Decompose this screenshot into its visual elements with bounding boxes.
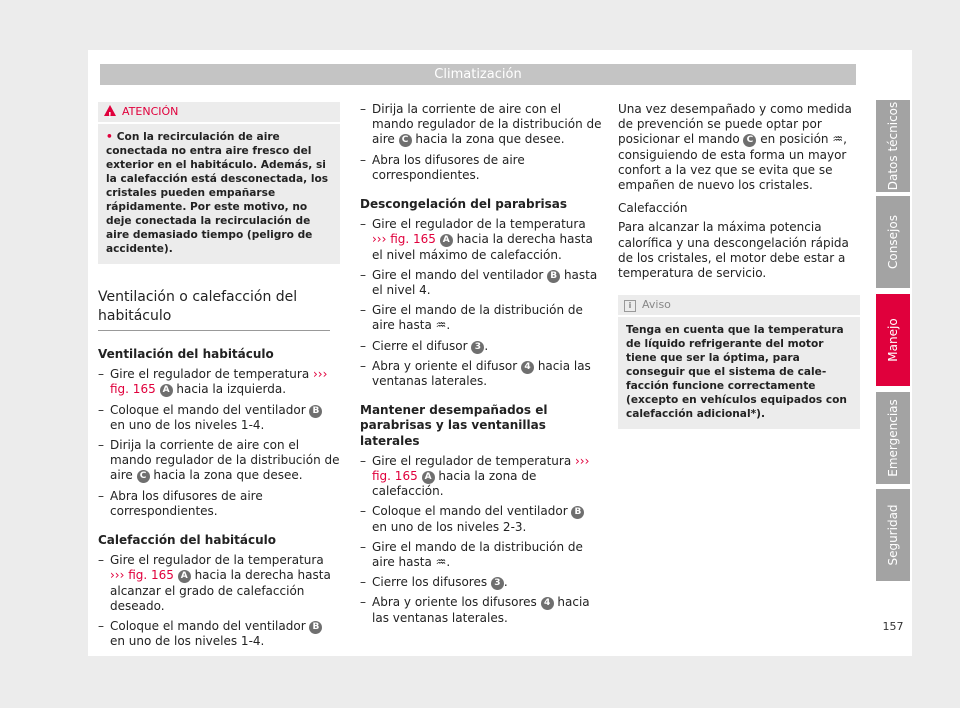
warning-header [98,102,340,124]
step: – Gire el mando del ventilador B hasta el nivel 4. [360,268,602,298]
figure-link[interactable]: ››› fig. 165 [110,367,328,397]
section-title: Ventilación o calefacción del habitáculo [98,288,330,331]
callout-badge: 4 [521,361,534,374]
callout-badge: A [178,570,191,583]
step: – Abra los difusores de aire correspondientes. [98,489,340,519]
callout-badge: 4 [541,597,554,610]
step: – Gire el mando de la distribución de aire hasta ♒. [360,540,602,570]
bullet-icon: • [106,131,113,143]
step: – Abra y oriente el difusor 4 hacia las ventanas laterales. [360,359,602,389]
paragraph: Una vez desempañado y como medida de prevención se puede optar por posicionar el mando C en posición ♒, consiguiendo de esta forma un mayor confort a la vez que se evita que se empañen de nuevo los cristales. [618,102,852,193]
column-3 [618,102,860,429]
warning-body [98,124,340,264]
step: – Dirija la corriente de aire con el mando regulador de la distribución de aire C hacia la zona que desee. [360,102,602,148]
figure-link[interactable]: ››› fig. 165 [110,568,174,583]
step: – Coloque el mando del ventilador B en uno de los niveles 2-3. [360,504,602,534]
info-text: Tenga en cuenta que la temperatura de líquido refrigerante del motor tiene que ser la óptima, para conseguir que el sistema de calefacción funcione correctamente (excepto en vehículos equipados con calefacción adicional*). [626,324,847,421]
tab-seguridad[interactable]: Seguridad [876,489,910,581]
info-icon: i [624,300,636,312]
subheading-descongelacion: Descongelación del parabrisas [360,197,567,212]
windshield-defrost-icon: ♒ [832,132,844,147]
page-number: 157 [882,620,904,633]
page [88,50,912,656]
callout-badge: B [309,621,322,634]
windshield-defrost-icon: ♒ [435,318,447,333]
tab-emergencias[interactable]: Emergencias [876,392,910,484]
callout-badge: B [571,506,584,519]
step: – Gire el regulador de la temperatura ››› fig. 165 A hacia la derecha hasta el nivel máximo de calefacción. [360,217,602,263]
tab-manejo[interactable]: Manejo [876,294,910,386]
subheading-calefaccion: Calefacción del habitáculo [98,533,276,548]
step: – Cierre los difusores 3 . [360,575,602,590]
page-header: Climatización [100,64,856,85]
warning-text: Con la recirculación de aire conectada no entra aire fresco del exterior en el habitáculo. Además, si la calefacción está desconectada, los cristales pueden empañarse rápidamente. Por este motivo, no deje conectada la recirculación de aire demasiado tiempo (peligro de accidente). [106,131,329,255]
warning-title: ATENCIÓN [122,105,179,118]
step: – Gire el regulador de temperatura ››› fig. 165 A hacia la zona de calefacción. [360,454,602,500]
callout-badge: 3 [471,341,484,354]
figure-link[interactable]: ››› fig. 165 [372,232,436,247]
step: – Gire el mando de la distribución de aire hasta ♒. [360,303,602,333]
step: – Gire el regulador de la temperatura ››› fig. 165 A hacia la derecha hasta alcanzar el grado de calefacción deseado. [98,553,340,614]
callout-badge: A [422,471,435,484]
callout-badge: 3 [491,577,504,590]
subheading-ventilacion: Ventilación del habitáculo [98,347,274,361]
step: – Cierre el difusor 3 . [360,339,602,354]
column-2 [360,102,602,626]
windshield-defrost-icon: ♒ [435,555,447,570]
subheading-mantener: Mantener desempañados el parabrisas y las ventanillas laterales [360,403,548,448]
warning-icon [104,105,116,116]
callout-badge: C [743,134,756,147]
info-title: Aviso [642,298,671,312]
warning-box [98,102,340,264]
callout-badge: B [309,405,322,418]
tab-datos-tecnicos[interactable]: Datos técnicos [876,100,910,192]
callout-badge: A [440,234,453,247]
step: – Coloque el mando del ventilador B en uno de los niveles 1-4. [98,403,340,433]
subheading-calefaccion-plain: Calefacción [618,201,688,216]
paragraph: Para alcanzar la máxima potencia calorífica y una descongelación rápida de los cristales, el motor debe estar a temperatura de servicio. [618,220,849,281]
step: – Gire el regulador de temperatura ››› fig. 165 A hacia la izquierda. [98,367,340,397]
callout-badge: C [399,134,412,147]
step: – Abra los difusores de aire correspondientes. [360,153,602,183]
step: – Abra y oriente los difusores 4 hacia las ventanas laterales. [360,595,602,625]
tab-consejos[interactable]: Consejos [876,196,910,288]
step: – Coloque el mando del ventilador B en uno de los niveles 1-4. [98,619,340,649]
step: – Dirija la corriente de aire con el mando regulador de la distribución de aire C hacia la zona que desee. [98,438,340,484]
callout-badge: B [547,270,560,283]
info-box [618,295,860,429]
callout-badge: A [160,384,173,397]
callout-badge: C [137,470,150,483]
figure-link[interactable]: ››› fig. 165 [372,453,590,484]
info-header [618,295,860,317]
column-1 [98,102,340,649]
